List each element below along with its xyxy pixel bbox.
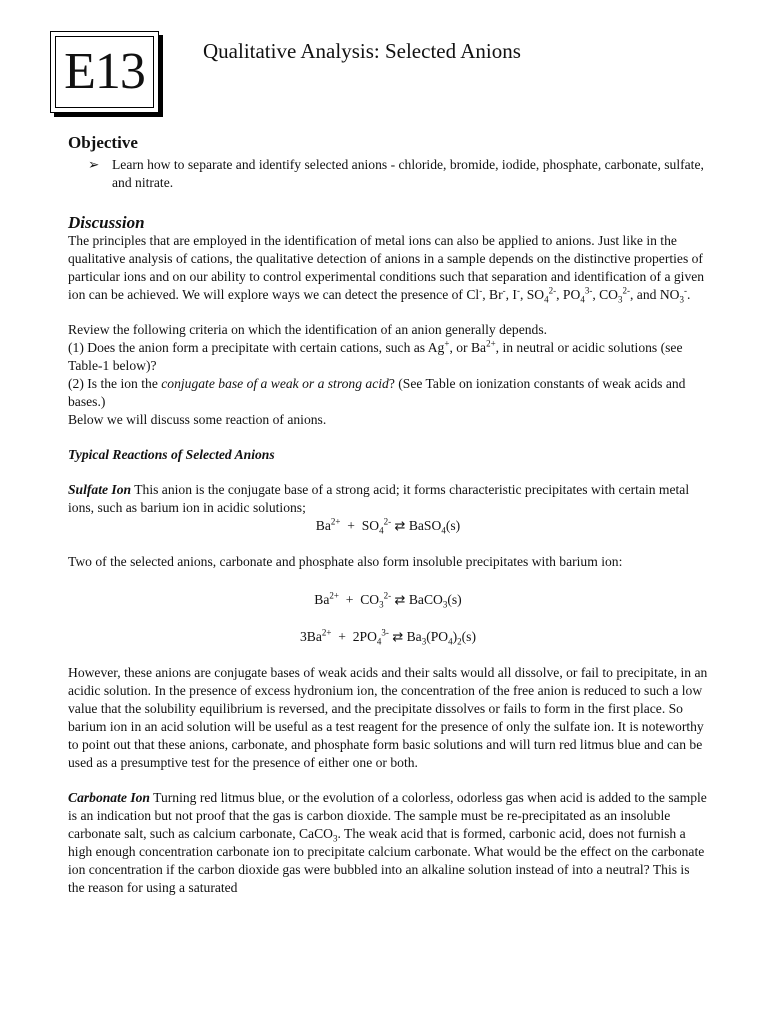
- equation-barium-sulfate: $Ba^{2+} + SO_4^{2-}$ ⇄ BaSO$_4$(s): [315, 516, 461, 536]
- typical-reactions-heading: Typical Reactions of Selected Anions: [68, 447, 275, 462]
- criterion-2: (2) Is the ion the conjugate base of a weak or a strong acid? (See Table on ionization constants of weak acids and bases.): [68, 376, 686, 409]
- below-line: Below we will discuss some reaction of anions.: [68, 412, 327, 427]
- carbonate-paragraph: Carbonate Ion Turning red litmus blue, or the evolution of a colorless, odorless gas when acid is added to the sample is an indication but not proof that the gas is carbon dioxide. The sample must be re-precipitated as an insoluble carbonate salt, such as calcium carbonate, CaCO$_3$. The weak acid that is formed, carbonic acid, does not furnish a high enough concentration carbonate ion to precipitate calcium carbonate. What would be the effect on the carbonate ion concentration if the carbon dioxide gas were bubbled into an alkaline solution instead of into a neutral? This is the reason for using a saturated: [68, 790, 707, 895]
- sulfate-paragraph: Sulfate Ion This anion is the conjugate base of a strong acid; it forms characteristic precipitates with certain metal ions, such as barium ion in acidic solutions;: [68, 482, 690, 515]
- document-body: [68, 134, 708, 897]
- review-line: Review the following criteria on which the identification of an anion generally depends.: [68, 322, 548, 337]
- equation-barium-carbonate: $Ba^{2+} + CO_3^{2-}$ ⇄ BaCO$_3$(s): [314, 590, 462, 610]
- experiment-code: E13: [55, 36, 154, 108]
- objective-text: Learn how to separate and identify selected anions - chloride, bromide, iodide, phosphate, carbonate, sulfate, and nitrate.: [112, 157, 704, 190]
- objective-heading: Objective: [68, 133, 138, 152]
- discussion-paragraph: The principles that are employed in the identification of metal ions can also be applied to anions. Just like in the qualitative analysis of cations, the qualitative detection of anions in a sample depends on the distinctive properties of particular ions and on our ability to control experimental conditions such that separation and identification of a given ion can be achieved. We will explore ways we can detect the presence of Cl-, Br-, I-, $SO_4^{2-}$, $PO_4^{3-}$, $CO_3^{2-}$, and $NO_3^-$.: [68, 233, 705, 305]
- objective-bullet: [88, 156, 708, 192]
- experiment-code-box: [50, 31, 159, 113]
- arrow-bullet-icon: ➢: [88, 157, 100, 172]
- discussion-heading: Discussion: [68, 213, 145, 232]
- however-paragraph: However, these anions are conjugate bases of weak acids and their salts would all dissolve, or fail to precipitate, in an acidic solution. In the presence of excess hydronium ion, the concentration of the free anion is reduced to such a low value that the solubility equilibrium is reversed, and the precipitate dissolves or fails to form in the first place. So barium ion in an acid solution will be useful as a test reagent for the presence of only the sulfate ion. It is noteworthy to point out that these anions, carbonate, and phosphate form basic solutions and will turn red litmus blue and can be used as a presumptive test for the presence of either one or both.: [68, 665, 708, 770]
- criterion-1: (1) Does the anion form a precipitate with certain cations, such as Ag+, or $Ba^{2+}$, in neutral or acidic solutions (see Table-1 below)?: [68, 338, 683, 373]
- page-title: Qualitative Analysis: Selected Anions: [203, 39, 521, 63]
- equation-barium-phosphate: $3Ba^{2+} + 2PO_4^{3-}$ ⇄ $Ba_3(PO_4)_2(s)$: [299, 627, 477, 647]
- two-anions-line: Two of the selected anions, carbonate and phosphate also form insoluble precipitates with barium ion:: [68, 554, 623, 569]
